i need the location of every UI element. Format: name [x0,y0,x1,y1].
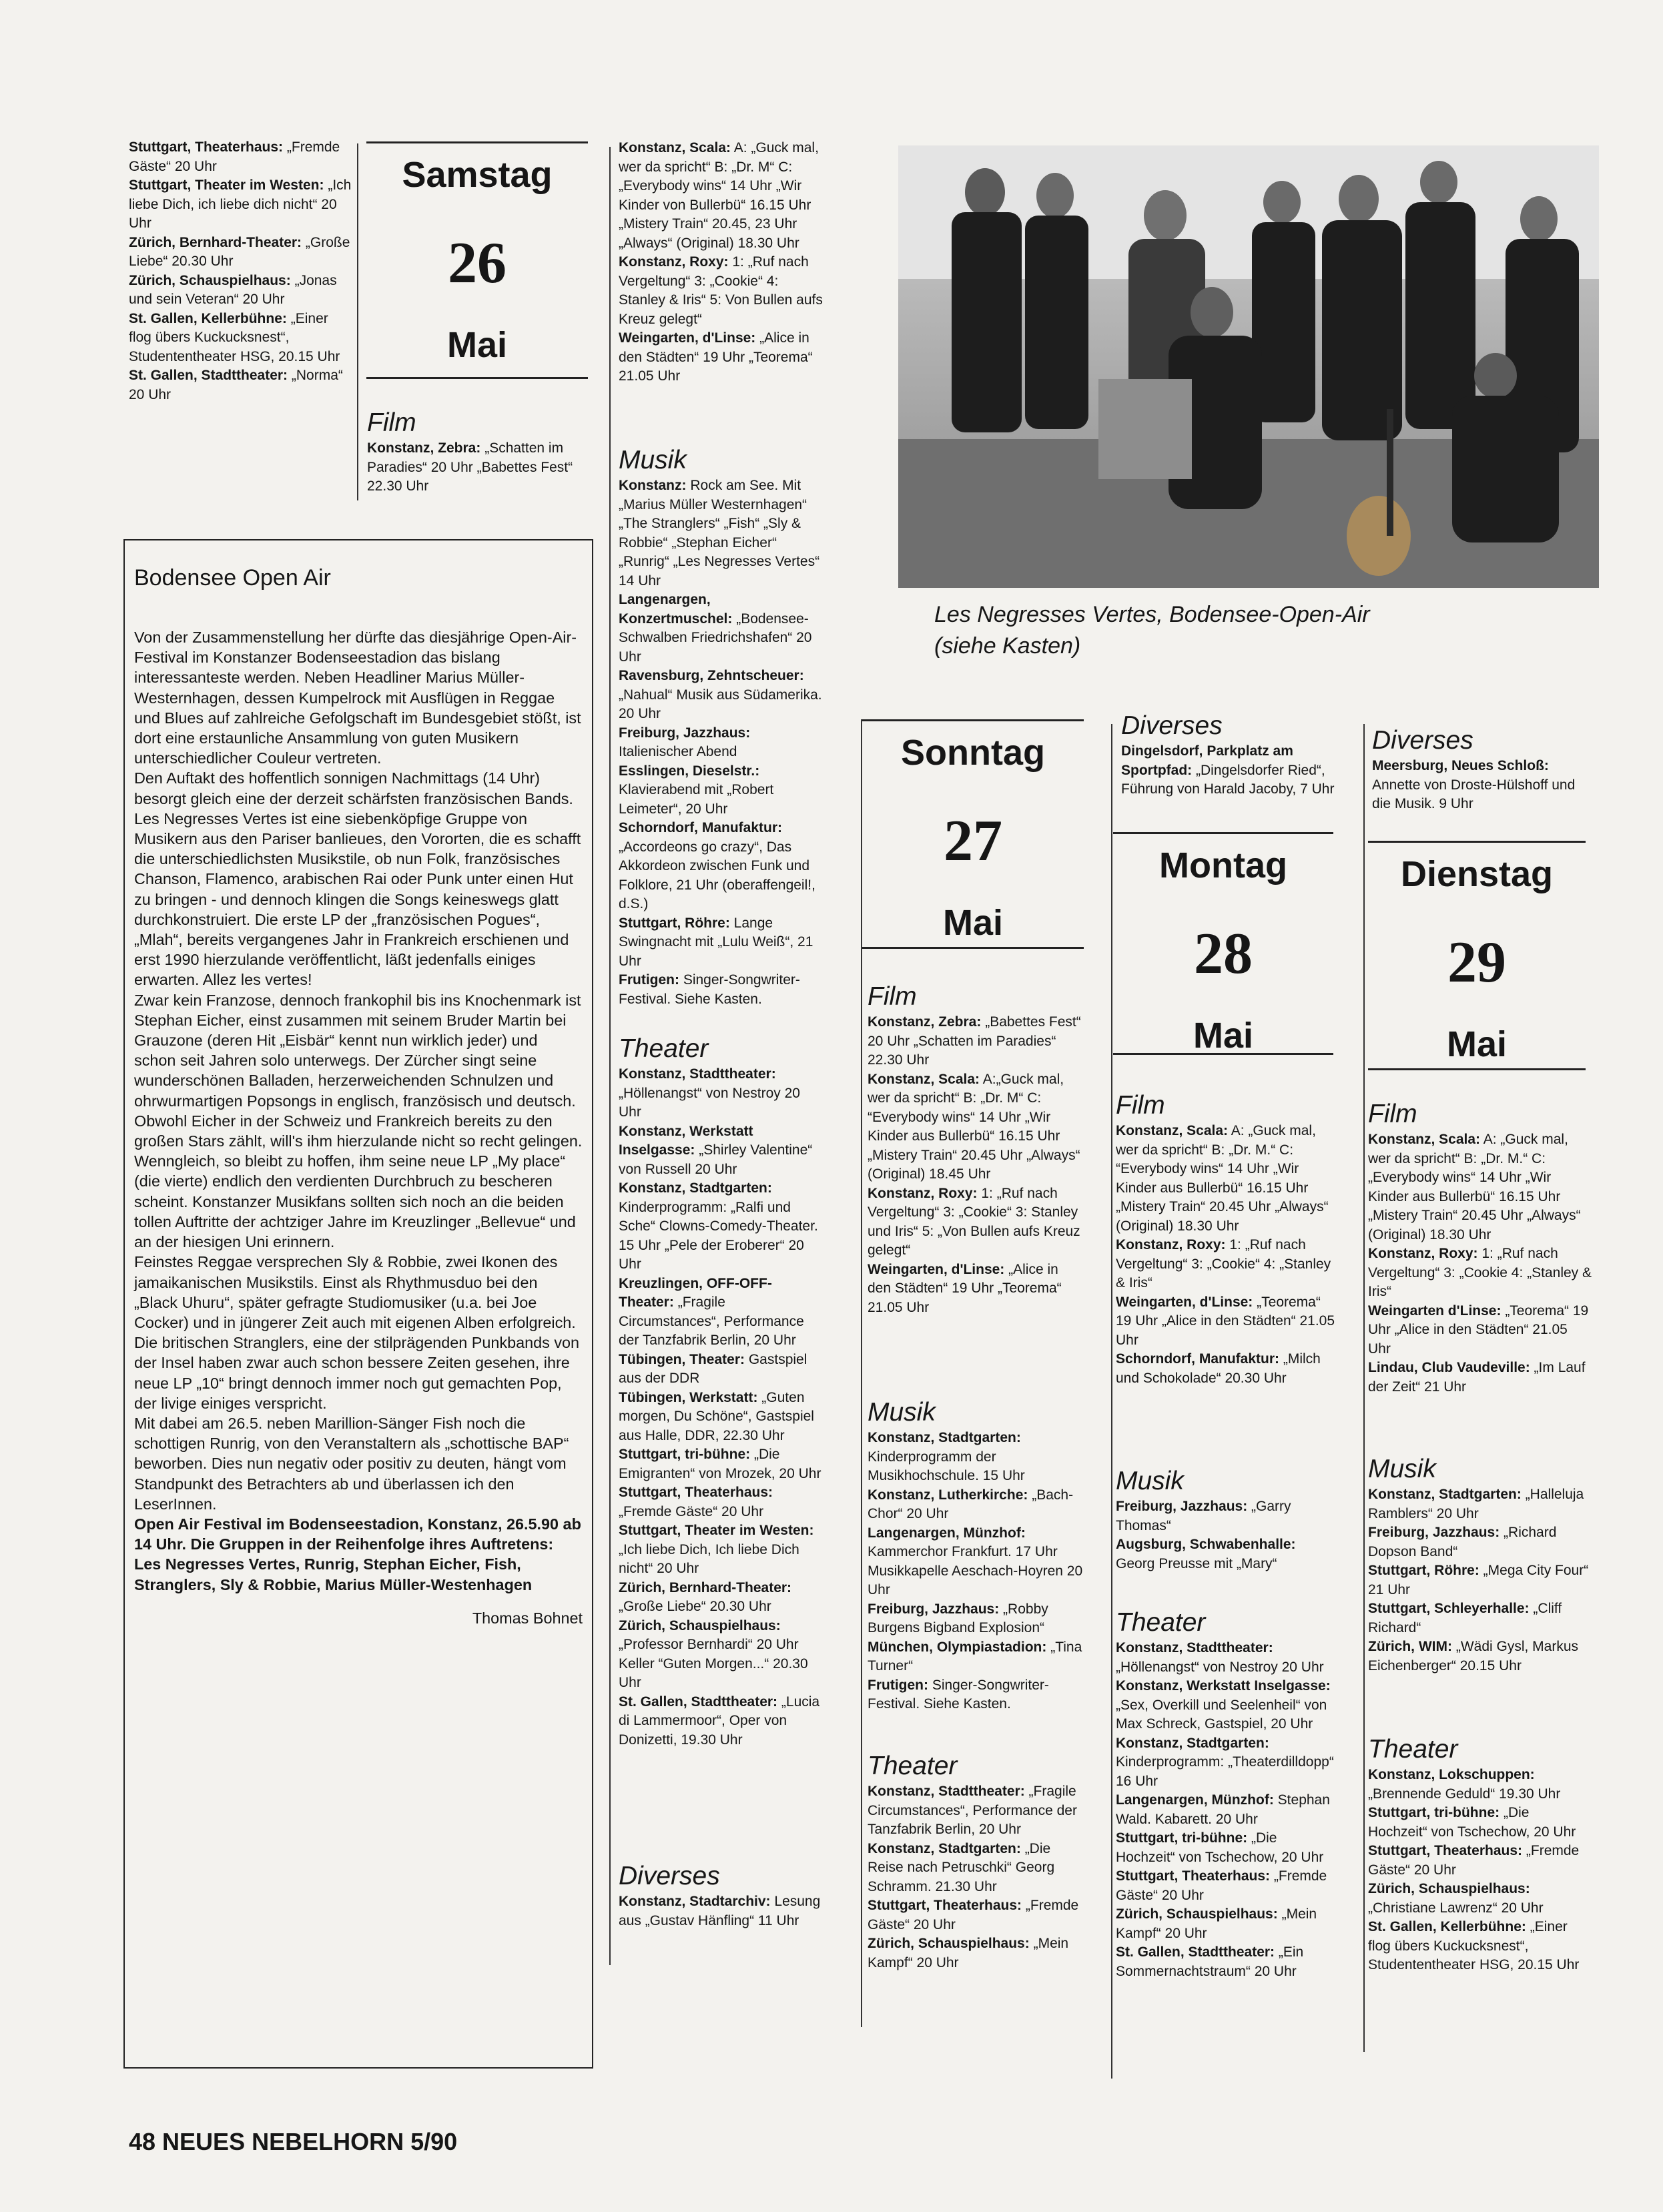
month: Mai [1446,1024,1508,1064]
event-details: „Halleluja Ramblers“ 20 Uhr [1368,1487,1584,1521]
event-entry [1368,1523,1592,1561]
venue: München, Olympiastadion: [868,1639,1047,1655]
event-entry [129,234,354,272]
event-details: „Die Emigranten“ von Mrozek, 20 Uhr [619,1447,821,1481]
event-entry [619,1179,825,1274]
event-entry [619,914,825,972]
venue: Konstanz, Roxy: [1116,1237,1226,1252]
event-details: „Fragile Circumstances“, Performance der Tanzfabrik Berlin, 20 Uhr [868,1784,1077,1837]
section-sun-diverses [1121,711,1341,799]
venue: Konstanz, Stadtarchiv: [619,1894,771,1909]
venue: Konstanz, Stadtgarten: [1116,1735,1269,1751]
section-sat-theater [619,1034,825,1750]
event-entry [868,1840,1084,1897]
box-title: Bodensee Open Air [134,565,331,591]
event-entry [1116,1293,1336,1351]
event-entry [868,1524,1084,1600]
venue: Stuttgart, Theater im Westen: [129,177,324,193]
event-details: Kammerchor Frankfurt. 17 Uhr Musikkapelle Aeschach-Hoyren 20 Uhr [868,1544,1083,1597]
event-entry [619,819,825,914]
box-closing: Open Air Festival im Bodenseestadion, Konstanz, 26.5.90 ab 14 Uhr. Die Gruppen in der Reihenfolge ihres Auftretens: Les Negresses Vertes, Runrig, Stephan Eicher, Fish, Stranglers, Sly & Robbie, Marius Müller-Westenhagen [134,1515,581,1593]
event-entry [1368,1880,1592,1918]
event-details: „Wädi Gysl, Markus Eichenberger“ 20.15 Uhr [1368,1639,1579,1674]
venue: Langenargen, Münzhof: [1116,1792,1274,1808]
event-details: „Robby Burgens Bigband Explosion“ [868,1601,1048,1635]
event-entry [868,1934,1084,1972]
event-entry [1116,1943,1336,1981]
venue: Kreuzlingen, OFF-OFF-Theater: [619,1275,772,1310]
event-details: „Accordeons go crazy“, Das Akkordeon zwischen Funk und Folklore, 21 Uhr (oberaffengeil!, d.S.) [619,839,815,911]
event-entry [619,1351,825,1389]
venue: Augsburg, Schwabenhalle: [1116,1537,1296,1552]
day-number: 29 [1447,930,1506,995]
venue: Freiburg, Jazzhaus: [868,1601,1000,1617]
event-details: „Richard Dopson Band“ [1368,1525,1557,1559]
month: Mai [446,325,508,365]
section-sun-musik [868,1398,1084,1714]
day-number: 26 [448,231,507,296]
day-header-montag [1113,832,1333,1055]
event-details: „Ich liebe Dich, ich liebe dich nicht“ 20 Uhr [129,177,352,231]
event-details: „Ich liebe Dich, Ich liebe Dich nicht“ 20 Uhr [619,1541,799,1576]
event-details: „Fragile Circumstances“, Performance der Tanzfabrik Berlin, 20 Uhr [619,1295,804,1348]
event-entry [1368,1302,1592,1359]
event-entry [1372,757,1592,814]
day-header-samstag [366,141,588,379]
band-photo [898,145,1599,588]
event-details: 1: „Ruf nach Vergeltung“ 3: „Cookie“ 4: „Stanley & Iris“ [1116,1237,1331,1291]
section-heading: Film [868,982,917,1011]
weekday: Samstag [402,155,553,195]
event-entry [129,272,354,310]
venue: Konstanz, Scala: [868,1071,980,1087]
section-heading: Diverses [619,1862,720,1890]
event-details: „Mega City Four“ 21 Uhr [1368,1563,1589,1597]
event-entry [619,667,825,724]
event-details: „Christiane Lawrenz“ 20 Uhr [1368,1900,1544,1916]
venue: Zürich, WIM: [1368,1639,1452,1654]
box-paragraph: Mit dabei am 26.5. neben Marillion-Sänger Fish noch die schottigen Runrig, von den Veranstaltern als „schottische BAP“ beworben. Dies nun negativ oder positiv zu deuten, hängt vom Standpunkt des Betrachters ab und überlassen ich den LeserInnen. [134,1414,569,1513]
section-tue-film [1368,1100,1592,1397]
col3-film-continued [619,139,825,386]
event-details: „Einer flog übers Kuckucksnest“, Studententheater HSG, 20.15 Uhr [129,310,340,364]
venue: Konstanz, Lutherkirche: [868,1487,1028,1503]
venue: Zürich, Bernhard-Theater: [619,1579,792,1595]
venue: Konstanz, Lokschuppen: [1368,1767,1535,1782]
column-rule [1111,724,1112,2079]
event-entry [868,1600,1084,1638]
event-details: „Cliff Richard“ [1368,1601,1562,1635]
venue: Konstanz, Scala: [1116,1123,1229,1138]
event-entry [1116,1497,1336,1535]
weekday: Montag [1159,845,1287,885]
venue: Stuttgart, Theaterhaus: [868,1898,1022,1913]
event-entry [1116,1535,1336,1573]
event-details: „Bach-Chor“ 20 Uhr [868,1487,1074,1521]
band-photo-image [898,145,1599,588]
venue: Konstanz, Roxy: [1368,1246,1478,1261]
day-number: 28 [1194,921,1253,986]
event-entry [1116,1236,1336,1293]
event-entry [1368,1599,1592,1637]
venue: Konstanz, Werkstatt Inselgasse: [619,1123,753,1158]
event-details: „Höllenangst“ von Nestroy 20 Uhr [619,1085,800,1120]
box-author: Thomas Bohnet [472,1609,583,1627]
event-entry [1368,1637,1592,1676]
venue: Schorndorf, Manufaktur: [1116,1351,1279,1367]
event-entry [619,1274,825,1351]
event-entry [1368,1842,1592,1880]
photo-caption [934,599,1588,662]
event-entry [129,138,354,176]
event-entry [1116,1829,1336,1867]
venue: Konstanz, Zebra: [367,440,481,456]
event-entry [1368,1359,1592,1397]
section-heading: Film [367,408,416,437]
event-details: Italienischer Abend [619,744,737,759]
event-details: „Die Reise nach Petruschki“ Georg Schramm. 21.30 Uhr [868,1840,1055,1894]
venue: St. Gallen, Kellerbühne: [1368,1919,1526,1934]
event-entry [868,1896,1084,1934]
day-header-sonntag [862,719,1084,949]
bodensee-open-air-box [123,539,593,2069]
box-paragraph: Feinstes Reggae versprechen Sly & Robbie, zwei Ikonen des jamaikanischen Musikstils. Einst als Rhythmusduo bei den „Black Uhuru“, später gefragte Studiomusiker (u.a. bei Joe Cocker) und in jüngerer Zeit auch mit eigenen Alben erfolgreich. Die britischen Stranglers, eine der stilprägenden Punkbands von der Insel haben zwar auch schon bessere Zeiten gesehen, ihre neue LP „10“ bringt dennoch immer noch gut gemachten Pop, der livige einiges verspricht. [134,1253,580,1412]
section-tue-theater [1368,1735,1592,1975]
event-details: „Professor Bernhardi“ 20 Uhr Keller “Guten Morgen...“ 20.30 Uhr [619,1637,808,1690]
venue: Stuttgart, Theater im Westen: [619,1523,814,1538]
venue: Konstanz, Stadttheater: [619,1066,776,1082]
venue: Meersburg, Neues Schloß: [1372,758,1549,773]
event-details: „Babettes Fest“ 20 Uhr „Schatten im Paradies“ 22.30 Uhr [868,1014,1081,1068]
event-entry [1116,1734,1336,1792]
venue: Stuttgart, Theaterhaus: [1116,1868,1271,1884]
event-details: „Garry Thomas“ [1116,1499,1291,1533]
event-details: „Im Lauf der Zeit“ 21 Uhr [1368,1360,1586,1395]
event-entry [868,1638,1084,1676]
section-heading: Theater [868,1752,958,1780]
venue: Konstanz, Stadtgarten: [1368,1487,1522,1502]
event-entry [1116,1122,1336,1236]
page-footer: 48 NEUES NEBELHORN 5/90 [129,2128,458,2155]
section-mon-film [1116,1091,1336,1388]
column-rule [609,147,611,1965]
event-details: „Lucia di Lammermoor“, Oper von Donizetti, 19.30 Uhr [619,1694,820,1748]
event-entry [619,1065,825,1122]
venue: Stuttgart, tri-bühne: [1368,1805,1500,1820]
event-entry [1368,1244,1592,1302]
venue: Stuttgart, tri-bühne: [1116,1830,1248,1846]
event-entry [619,1693,825,1750]
event-details: A: „Guck mal, wer da spricht“ B: „Dr. M.“ C: “Everybody wins“ 14 Uhr „Wir Kinder aus Bullerbü“ 16.15 Uhr „Mistery Train“ 20.45 Uhr „Always“ (Original) 18.30 Uhr [1116,1123,1329,1234]
venue: St. Gallen, Stadttheater: [619,1694,778,1710]
venue: Frutigen: [868,1677,928,1693]
venue: Zürich, Schauspielhaus: [1116,1906,1278,1922]
column-rule [861,719,862,2027]
event-entry [1116,1350,1336,1388]
event-entry [1368,1918,1592,1975]
venue: Stuttgart, Röhre: [1368,1563,1479,1578]
venue: St. Gallen, Stadttheater: [1116,1944,1275,1960]
event-details: Gastspiel aus der DDR [619,1351,807,1386]
event-details: A:„Guck mal, wer da spricht“ B: „Dr. M“ C: “Everybody wins“ 14 Uhr „Wir Kinder aus Bullerbü“ 16.15 Uhr „Mistery Train“ 20.45 Uhr „Always“ (Original) 18.45 Uhr [868,1071,1080,1182]
event-entry [868,1782,1084,1840]
event-details: 1: „Ruf nach Vergeltung“ 3: „Cookie“ 4: Stanley & Iris“ 5: Von Bullen aufs Kreuz gelegt“ [619,254,823,327]
event-details: „Milch und Schokolade“ 20.30 Uhr [1116,1351,1321,1386]
section-tue-diverses [1372,726,1592,814]
venue: Weingarten, d'Linse: [619,330,756,346]
event-details: Kinderprogramm: „Ralfi und Sche“ Clowns-Comedy-Theater. 15 Uhr „Pele der Eroberer“ 20 Uhr [619,1199,818,1272]
section-heading: Theater [1368,1735,1458,1764]
venue: Zürich, Schauspielhaus: [619,1617,781,1633]
venue: Konstanz, Stadtgarten: [619,1180,772,1196]
event-details: „Fremde Gäste“ 20 Uhr [619,1503,764,1519]
section-heading: Film [1116,1091,1165,1120]
section-heading: Diverses [1372,726,1473,755]
venue: Weingarten d'Linse: [1368,1303,1502,1319]
event-details: Singer-Songwriter-Festival. Siehe Kasten. [868,1677,1049,1712]
event-entry [868,1184,1084,1260]
venue: Weingarten, d'Linse: [868,1261,1005,1277]
venue: St. Gallen, Stadttheater: [129,368,288,383]
venue: Zürich, Schauspielhaus: [868,1936,1030,1951]
day-number: 27 [944,809,1002,873]
month: Mai [942,903,1004,943]
event-entry [619,1122,825,1180]
event-entry [1368,1485,1592,1523]
event-entry [619,591,825,667]
event-entry [1116,1677,1336,1734]
column-rule [357,143,358,500]
event-details: „Fremde Gäste“ 20 Uhr [868,1898,1079,1932]
venue: Stuttgart, Schleyerhalle: [1368,1601,1530,1616]
event-details: „Schatten im Paradies“ 20 Uhr „Babettes Fest“ 22.30 Uhr [367,440,573,494]
venue: Zürich, Schauspielhaus: [1368,1881,1530,1896]
event-details: „Alice in den Städten“ 19 Uhr „Teorema“ 21.05 Uhr [619,330,813,384]
venue: Konstanz, Werkstatt Inselgasse: [1116,1678,1331,1694]
event-details: Georg Preusse mit „Mary“ [1116,1555,1277,1571]
section-sat-film [367,408,581,496]
venue: Konstanz: [619,478,687,493]
event-details: „Fremde Gäste“ 20 Uhr [129,139,340,174]
event-details: „Einer flog übers Kuckucksnest“, Studententheater HSG, 20.15 Uhr [1368,1919,1580,1972]
event-details: „Ein Sommernachtstraum“ 20 Uhr [1116,1944,1304,1979]
section-sun-theater [868,1752,1084,1972]
event-entry [619,971,825,1009]
event-details: „Große Liebe“ 20.30 Uhr [129,234,350,269]
venue: Tübingen, Werkstatt: [619,1389,758,1405]
section-sun-film [868,982,1084,1317]
event-entry [367,439,581,496]
event-details: „Teorema“ 19 Uhr „Alice in den Städten“ 21.05 Uhr [1368,1303,1589,1357]
section-heading: Musik [1368,1455,1436,1483]
box-paragraph: Den Auftakt des hoffentlich sonnigen Nachmittags (14 Uhr) besorgt gleich eine der derzeit schärfsten französischen Bands. Les Negresses Vertes ist eine siebenköpfige Gruppe von Musikern aus den Pariser banlieues, den Vororten, die es schafft die unterschiedlichsten Musikstile, ob nun Folk, französisches Chanson, Flamenco, arabischen Rai oder Punk unter einen Hut zu bringen - und dennoch klingen die Songs keineswegs glatt durchkonstruiert. Die erste LP der „französischen Pogues“, „Mlah“, bereits vergangenes Jahr in Frankreich erschienen und erst 1990 hierzulande veröffentlicht, läßt jedenfalls einiges erwarten. Allez les vertes! [134,769,581,989]
section-sat-musik [619,446,825,1009]
event-details: „Nahual“ Musik aus Südamerika. 20 Uhr [619,687,822,721]
event-entry [868,1260,1084,1318]
photo-caption-line: Les Negresses Vertes, Bodensee-Open-Air [934,602,1370,627]
event-entry [619,762,825,819]
event-entry [868,1429,1084,1486]
event-entry [619,724,825,762]
photo-caption-line: (siehe Kasten) [934,633,1081,659]
event-details: „Dingelsdorfer Ried“, Führung von Harald Jacoby, 7 Uhr [1121,762,1335,797]
event-entry [868,1486,1084,1524]
venue: Stuttgart, Theaterhaus: [619,1485,773,1500]
section-heading: Musik [619,446,687,474]
event-details: A: „Guck mal, wer da spricht“ B: „Dr. M.“ C: „Everybody wins“ 14 Uhr „Wir Kinder aus Bullerbü“ 16.15 Uhr „Mistery Train“ 20.45 Uhr „Always“ (Original) 18.30 Uhr [1368,1132,1581,1242]
event-entry [1116,1867,1336,1905]
event-details: „Guten morgen, Du Schöne“, Gastspiel aus Halle, DDR, 22.30 Uhr [619,1389,814,1443]
section-sat-diverses [619,1862,825,1930]
event-details: „Tina Turner“ [868,1639,1082,1674]
event-entry [1121,742,1341,799]
event-details: Klavierabend mit „Robert Leimeter“, 20 Uhr [619,782,774,817]
event-entry [1368,1561,1592,1599]
event-entry [1368,1766,1592,1804]
venue: Konstanz, Scala: [1368,1132,1481,1147]
venue: Konstanz, Stadttheater: [1116,1640,1273,1655]
venue: Konstanz, Scala: [619,140,731,155]
event-details: Stephan Wald. Kabarett. 20 Uhr [1116,1792,1330,1827]
event-details: A: „Guck mal, wer da spricht“ B: „Dr. M“ C: „Everybody wins“ 14 Uhr „Wir Kinder von Bullerbü“ 16.15 Uhr „Mistery Train“ 20.45, 23 Uhr „Always“ (Original) 18.30 Uhr [619,140,819,251]
venue: Lindau, Club Vaudeville: [1368,1360,1530,1375]
event-entry [1116,1905,1336,1943]
weekday: Dienstag [1400,854,1554,894]
venue: Zürich, Schauspielhaus: [129,272,291,288]
event-details: Kinderprogramm der Musikhochschule. 15 Uhr [868,1449,1025,1483]
event-details: „Bodensee-Schwalben Friedrichshafen“ 20 Uhr [619,611,812,665]
venue: Esslingen, Dieselstr.: [619,763,760,779]
event-details: „Höllenangst“ von Nestroy 20 Uhr [1116,1659,1324,1675]
event-details: „Mein Kampf“ 20 Uhr [868,1936,1069,1970]
event-entry [868,1013,1084,1070]
venue: Konstanz, Zebra: [868,1014,982,1030]
event-entry [619,476,825,591]
event-details: „Die Hochzeit“ von Tschechow, 20 Uhr [1116,1830,1324,1865]
event-details: „Jonas und sein Veteran“ 20 Uhr [129,272,337,307]
section-heading: Theater [619,1034,709,1063]
event-entry [619,1483,825,1521]
event-entry [619,1389,825,1446]
event-entry [1116,1791,1336,1829]
event-details: „Große Liebe“ 20.30 Uhr [619,1599,771,1614]
event-details: „Teorema“ 19 Uhr „Alice in den Städten“ 21.05 Uhr [1116,1294,1335,1348]
event-entry [1116,1639,1336,1677]
venue: Stuttgart, Theaterhaus: [129,139,284,155]
venue: Dingelsdorf, Parkplatz am Sportpfad: [1121,743,1293,778]
event-details: „Sex, Overkill und Seelenheil“ von Max Schreck, Gastspiel, 20 Uhr [1116,1697,1327,1732]
event-details: Lange Swingnacht mit „Lulu Weiß“, 21 Uhr [619,915,813,969]
event-details: „Fremde Gäste“ 20 Uhr [1116,1868,1327,1903]
event-entry [129,366,354,404]
venue: Zürich, Bernhard-Theater: [129,234,302,250]
event-details: Annette von Droste-Hülshoff und die Musik. 9 Uhr [1372,777,1576,811]
section-mon-musik [1116,1467,1336,1573]
event-entry [1368,1130,1592,1244]
event-details: „Norma“ 20 Uhr [129,368,343,402]
venue: Stuttgart, Theaterhaus: [1368,1843,1523,1858]
event-details: Lesung aus „Gustav Hänfling“ 11 Uhr [619,1894,821,1928]
event-details: Kinderprogramm: „Theaterdilldopp“ 16 Uhr [1116,1754,1334,1789]
event-details: „Die Hochzeit“ von Tschechow, 20 Uhr [1368,1805,1576,1840]
venue: Konstanz, Roxy: [619,254,729,270]
month: Mai [1193,1016,1254,1056]
section-heading: Musik [1116,1467,1184,1495]
venue: Freiburg, Jazzhaus: [1116,1499,1248,1514]
venue: St. Gallen, Kellerbühne: [129,310,287,326]
event-entry [619,329,825,386]
venue: Weingarten, d'Linse: [1116,1294,1253,1310]
venue: Stuttgart, tri-bühne: [619,1447,751,1462]
column-rule [1363,724,1365,2052]
event-details: „Fremde Gäste“ 20 Uhr [1368,1843,1580,1878]
event-entry [619,253,825,329]
event-entry [619,1445,825,1483]
section-heading: Musik [868,1398,936,1427]
venue: Freiburg, Jazzhaus: [619,725,751,741]
event-entry [1368,1804,1592,1842]
venue: Ravensburg, Zehntscheuer: [619,668,804,683]
venue: Konstanz, Stadtgarten: [868,1840,1021,1856]
day-header-dienstag [1368,841,1586,1070]
event-entry [619,1521,825,1579]
venue: Freiburg, Jazzhaus: [1368,1525,1500,1540]
box-paragraph: Zwar kein Franzose, dennoch frankophil bis ins Knochenmark ist Stephan Eicher, einst zusammen mit seinem Bruder Martin bei Grauzone (deren Hit „Eisbär“ kennt nun wirklich jeder) und schon seit Jahren solo unterwegs. Der Zürcher singt seine wunderschönen Balladen, herzerweichenden Schnulzen und ohrwurmartigen Popsongs in englisch, französisch und deutsch. Obwohl Eicher in der Schweiz und Frankreich bereits zu den großen Stars zählt, will's ihm hierzulande nicht so recht gelingen. Wenngleich, so bleibt zu hoffen, ihm seine neue LP „My place“ (die vierte) endlich den verdienten Durchbruch zu bescheren scheint. Konstanzer Musikfans sollten sich noch an die beiden tollen Auftritte der achtziger Jahre im Kreuzlinger „Bellevue“ und an der hiesigen Uni erinnern. [134,991,583,1251]
event-details: „Mein Kampf“ 20 Uhr [1116,1906,1317,1941]
section-tue-musik [1368,1455,1592,1676]
venue: Stuttgart, Röhre: [619,915,730,931]
event-entry [619,1579,825,1617]
event-entry [129,176,354,234]
event-details: „Alice in den Städten“ 19 Uhr „Teorema“ 21.05 Uhr [868,1261,1062,1315]
col1-top-listing [129,138,354,404]
venue: Langenargen, Münzhof: [868,1525,1026,1541]
event-details: „Shirley Valentine“ von Russell 20 Uhr [619,1142,813,1177]
section-heading: Film [1368,1100,1417,1128]
event-details: „Brennende Geduld“ 19.30 Uhr [1368,1786,1561,1802]
venue: Konstanz, Stadttheater: [868,1784,1025,1799]
section-heading: Theater [1116,1608,1206,1637]
event-entry [129,310,354,367]
venue: Frutigen: [619,972,679,988]
venue: Schorndorf, Manufaktur: [619,820,782,835]
weekday: Sonntag [901,733,1045,773]
venue: Konstanz, Roxy: [868,1185,978,1201]
box-paragraph: Von der Zusammenstellung her dürfte das diesjährige Open-Air-Festival im Konstanzer Bodenseestadion das bislang interessanteste werden. Neben Headliner Marius Müller-Westernhagen, dessen Kumpelrock mit Ausflügen in Reggae und Blues auf zahlreiche Gefolgschaft im Bundesgebiet stößt, ist dort eine erstaunliche Ansammlung von guten Musikern unterschiedlicher Couleur vertreten. [134,629,581,767]
event-details: 1: „Ruf nach Vergeltung“ 3: „Cookie 4: „Stanley & Iris“ [1368,1246,1592,1299]
event-entry [619,139,825,253]
event-details: Singer-Songwriter-Festival. Siehe Kasten. [619,972,800,1007]
event-details: 1: „Ruf nach Vergeltung“ 3: „Cookie“ 3: Stanley und Iris“ 5: „Von Bullen aufs Kreuz gelegt“ [868,1185,1080,1258]
event-entry [619,1892,825,1930]
event-entry [868,1676,1084,1714]
venue: Konstanz, Stadtgarten: [868,1430,1021,1445]
event-entry [619,1617,825,1693]
event-entry [868,1070,1084,1184]
section-mon-theater [1116,1608,1336,1981]
section-heading: Diverses [1121,711,1223,740]
venue: Tübingen, Theater: [619,1351,745,1367]
event-details: Rock am See. Mit „Marius Müller Westernhagen“ „The Stranglers“ „Fish“ „Sly & Robbie“ „Stephan Eicher“ „Runrig“ „Les Negresses Vertes“ 14 Uhr [619,478,820,589]
venue: Langenargen, Konzertmuschel: [619,592,733,627]
